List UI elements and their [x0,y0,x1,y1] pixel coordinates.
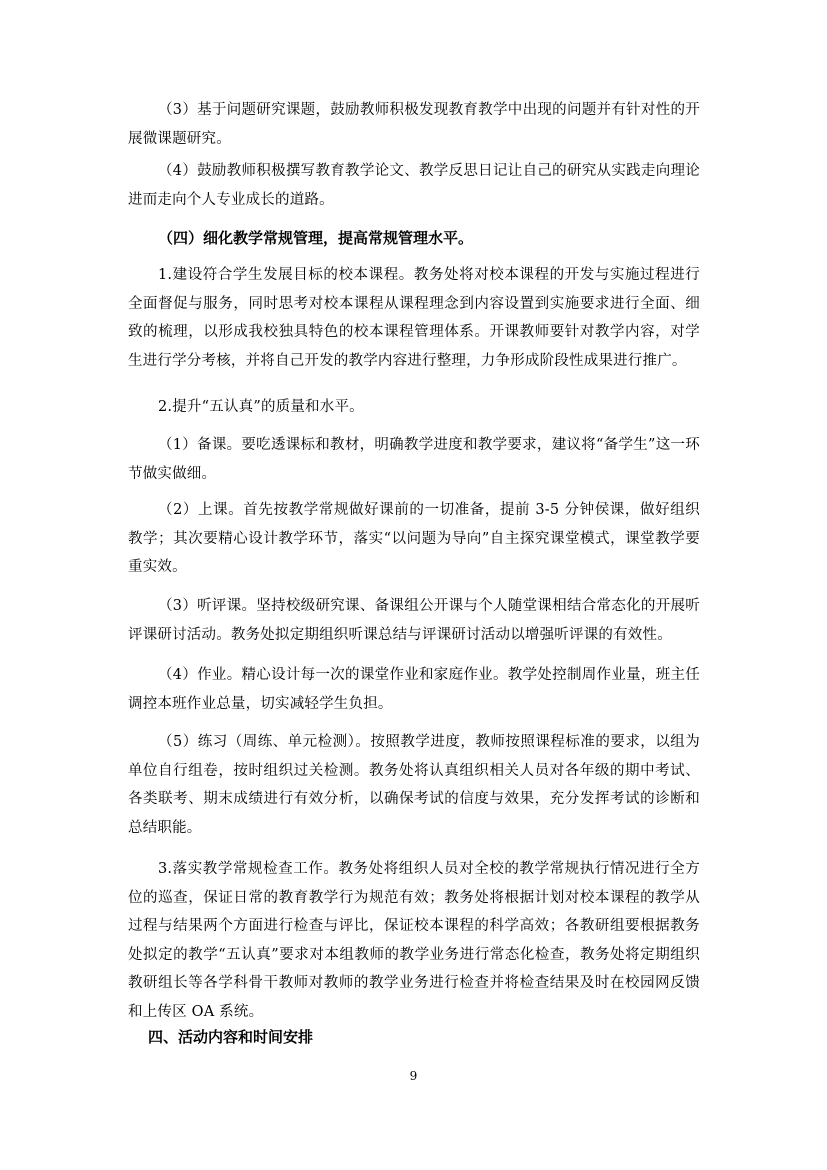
paragraph-sub-2-class: （2）上课。首先按教学常规做好课前的一切准备，提前 3-5 分钟侯课，做好组织教学；其次要精心设计教学环节，落实“以问题为导向”自主探究课堂模式，课堂教学要重实效。 [128,502,700,575]
paragraph-item-3-inspection: 3.落实教学常规检查工作。教务处将组织人员对全校的教学常规执行情况进行全方位的巡查，保证日常的教育教学行为规范有效；教务处将根据计划对校本课程的教学从过程与结果两个方面进行检查与评比，保证校本课程的科学高效；各教研组要根据教务处拟定的教学“五认真”要求对本组教师的教学业务进行常态化检查，教务处将定期组织教研组长等各学科骨干教师对教师的教学业务进行检查并将检查结果及时在校园网反馈和上传区 OA 系统。 [128,861,700,1020]
section-heading-4: 四、活动内容和时间安排 [148,1028,314,1046]
paragraph-sub-4-homework: （4）作业。精心设计每一次的课堂作业和家庭作业。教学处控制周作业量，班主任调控本班作业总量，切实减轻学生负担。 [128,667,700,712]
paragraph-item-1-school-curriculum: 1.建设符合学生发展目标的校本课程。教务处将对校本课程的开发与实施过程进行全面督促与服务，同时思考对校本课程从课程理念到内容设置到实施要求进行全面、细致的梳理，以形成我校独具特色的校本课程管理体系。开课教师要针对教学内容，对学生进行学分考核，并将自己开发的教学内容进行整理，力争形成阶段性成果进行推广。 [128,267,700,369]
paragraph-sub-3-observation: （3）听评课。坚持校级研究课、备课组公开课与个人随堂课相结合常态化的开展听评课研讨活动。教务处拟定期组织听课总结与评课研讨活动以增强听评课的有效性。 [128,598,700,643]
page-number: 9 [409,1069,418,1083]
paragraph-sub-5-practice: （5）练习（周练、单元检测）。按照教学进度，教师按照课程标准的要求，以组为单位自行组卷，按时组织过关检测。教务处将认真组织相关人员对各年级的期中考试、各类联考、期末成绩进行有效分析，以确保考试的信度与效果，充分发挥考试的诊断和总结职能。 [128,734,700,836]
paragraph-sub-1-lesson-prep: （1）备课。要吃透课标和教材，明确教学进度和教学要求，建议将“备学生”这一环节做实做细。 [128,437,700,482]
subsection-heading-4: （四）细化教学常规管理，提高常规管理水平。 [158,229,474,247]
paragraph-item-2-five-earnest: 2.提升“五认真”的质量和水平。 [158,399,364,415]
paragraph-item-3: （3）基于问题研究课题，鼓励教师积极发现教育教学中出现的问题并有针对性的开展微课题研究。 [128,102,700,147]
paragraph-item-4: （4）鼓励教师积极撰写教育教学论文、教学反思日记让自己的研究从实践走向理论进而走向个人专业成长的道路。 [128,163,700,208]
